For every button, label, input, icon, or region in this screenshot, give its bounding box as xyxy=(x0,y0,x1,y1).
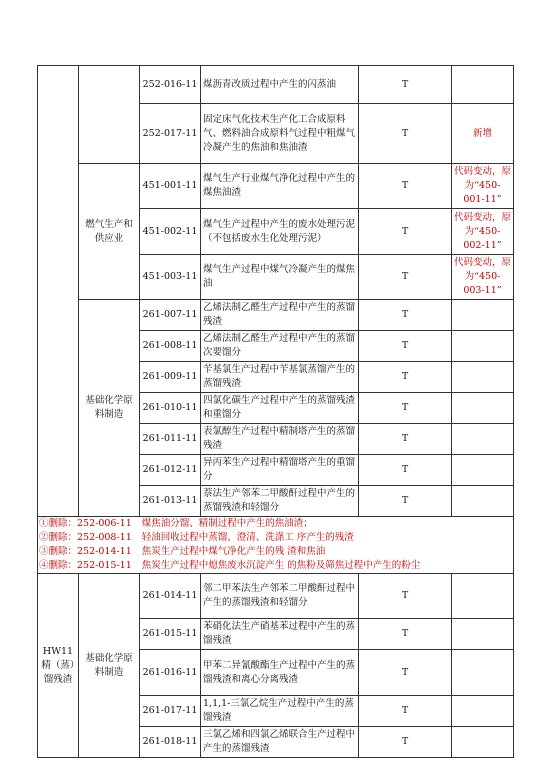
waste-code: 261-017-11 xyxy=(140,696,201,727)
waste-description: 四氯化碳生产过程中产生的蒸馏残渣和重馏分 xyxy=(201,393,359,424)
change-note xyxy=(452,331,514,362)
change-note xyxy=(452,66,514,104)
change-note: 新增 xyxy=(452,104,514,164)
hazard-property: T xyxy=(359,164,452,209)
hazard-property: T xyxy=(359,300,452,331)
table-row xyxy=(38,574,514,619)
waste-description: 1,1,1-三氯乙烷生产过程中产生的蒸馏残渣 xyxy=(201,696,359,727)
waste-code: 261-018-11 xyxy=(140,727,201,758)
change-note: 代码变动，原为“450-001-11” xyxy=(452,164,514,209)
change-note xyxy=(452,574,514,619)
hazard-property: T xyxy=(359,104,452,164)
category-cell: HW11 精（蒸）馏残渣 xyxy=(38,574,79,758)
hazard-property: T xyxy=(359,727,452,758)
hazard-property: T xyxy=(359,455,452,486)
waste-description: 苄基氯生产过程中苄基氯蒸馏产生的蒸馏残渣 xyxy=(201,362,359,393)
waste-description: 三氯乙烯和四氯乙烯联合生产过程中产生的蒸馏残渣 xyxy=(201,727,359,758)
change-note xyxy=(452,393,514,424)
change-note xyxy=(452,424,514,455)
waste-description: 邻二甲苯法生产邻苯二甲酸酐过程中产生的蒸馏残渣和轻馏分 xyxy=(201,574,359,619)
waste-description: 表氯醇生产过程中精制塔产生的蒸馏残渣 xyxy=(201,424,359,455)
waste-description: 乙烯法制乙醛生产过程中产生的蒸馏残渣 xyxy=(201,300,359,331)
deletion-label: ①删除：252-006-11 xyxy=(39,518,132,529)
hazard-property: T xyxy=(359,696,452,727)
deletion-text: 轻油回收过程中蒸馏、澄清、洗涤工 序产生的残渣 xyxy=(141,532,354,543)
deletion-text: 焦炭生产过程中熄焦废水沉淀产生 的焦粉及筛焦过程中产生的粉尘 xyxy=(141,560,421,571)
table-row xyxy=(38,300,514,331)
industry-cell xyxy=(79,66,140,164)
change-note: 代码变动，原为“450-002-11” xyxy=(452,209,514,255)
waste-code: 451-001-11 xyxy=(140,164,201,209)
table-row xyxy=(38,66,514,104)
hazard-property: T xyxy=(359,650,452,696)
change-note xyxy=(452,727,514,758)
waste-table xyxy=(37,65,514,758)
deletion-label: ③删除：252-014-11 xyxy=(39,546,132,557)
deletion-label: ②删除：252-008-11 xyxy=(39,532,132,543)
waste-description: 苯硝化法生产硝基苯过程中产生的蒸馏残渣 xyxy=(201,619,359,650)
deletion-note xyxy=(38,559,513,573)
change-note xyxy=(452,650,514,696)
waste-description: 甲苯二异氰酸酯生产过程中产生的蒸馏残渣和离心分离残渣 xyxy=(201,650,359,696)
hazard-property: T xyxy=(359,424,452,455)
waste-code: 451-002-11 xyxy=(140,209,201,255)
industry-cell: 基础化学原料制造 xyxy=(79,300,140,517)
change-note xyxy=(452,486,514,517)
waste-code: 261-010-11 xyxy=(140,393,201,424)
hazard-property: T xyxy=(359,331,452,362)
hazard-property: T xyxy=(359,486,452,517)
hazard-property: T xyxy=(359,255,452,300)
waste-description: 固定床气化技术生产化工合成原料气、燃料油合成原料气过程中粗煤气冷凝产生的焦油和焦油渣 xyxy=(201,104,359,164)
industry-cell: 燃气生产和供应业 xyxy=(79,164,140,300)
deletion-note xyxy=(38,531,513,545)
deletion-note xyxy=(38,545,513,559)
document-page xyxy=(37,65,513,758)
change-note xyxy=(452,455,514,486)
waste-code: 261-012-11 xyxy=(140,455,201,486)
waste-code: 451-003-11 xyxy=(140,255,201,300)
waste-code: 261-014-11 xyxy=(140,574,201,619)
waste-description: 煤沥青改质过程中产生的闪蒸油 xyxy=(201,66,359,104)
hazard-property: T xyxy=(359,209,452,255)
hazard-property: T xyxy=(359,66,452,104)
waste-description: 煤气生产过程中产生的废水处理污泥（不包括废水生化处理污泥） xyxy=(201,209,359,255)
waste-description: 煤气生产过程中煤气冷凝产生的煤焦油 xyxy=(201,255,359,300)
waste-code: 252-017-11 xyxy=(140,104,201,164)
waste-code: 261-013-11 xyxy=(140,486,201,517)
waste-description: 乙烯法制乙醛生产过程中产生的蒸馏次要馏分 xyxy=(201,331,359,362)
waste-code: 261-009-11 xyxy=(140,362,201,393)
deletion-text: 焦炭生产过程中煤气净化产生的残 渣和焦油 xyxy=(141,546,326,557)
deletion-label: ④删除：252-015-11 xyxy=(39,560,132,571)
deletion-notes-row xyxy=(38,517,514,574)
waste-description: 异丙苯生产过程中精馏塔产生的重馏分 xyxy=(201,455,359,486)
waste-code: 261-007-11 xyxy=(140,300,201,331)
waste-code: 261-011-11 xyxy=(140,424,201,455)
waste-code: 252-016-11 xyxy=(140,66,201,104)
deletion-note xyxy=(38,517,513,531)
hazard-property: T xyxy=(359,362,452,393)
waste-description: 煤气生产行业煤气净化过程中产生的煤焦油渣 xyxy=(201,164,359,209)
waste-code: 261-008-11 xyxy=(140,331,201,362)
hazard-property: T xyxy=(359,393,452,424)
industry-cell: 基础化学原料制造 xyxy=(79,574,140,758)
category-cell xyxy=(38,66,79,517)
change-note xyxy=(452,619,514,650)
waste-description: 萘法生产邻苯二甲酸酐过程中产生的蒸馏残渣和轻馏分 xyxy=(201,486,359,517)
waste-code: 261-016-11 xyxy=(140,650,201,696)
hazard-property: T xyxy=(359,619,452,650)
hazard-property: T xyxy=(359,574,452,619)
deletion-text: 煤焦油分馏、精制过程中产生的焦油渣； xyxy=(141,518,313,529)
waste-code: 261-015-11 xyxy=(140,619,201,650)
change-note xyxy=(452,362,514,393)
change-note xyxy=(452,696,514,727)
change-note: 代码变动，原为“450-003-11” xyxy=(452,255,514,300)
table-row xyxy=(38,164,514,209)
change-note xyxy=(452,300,514,331)
